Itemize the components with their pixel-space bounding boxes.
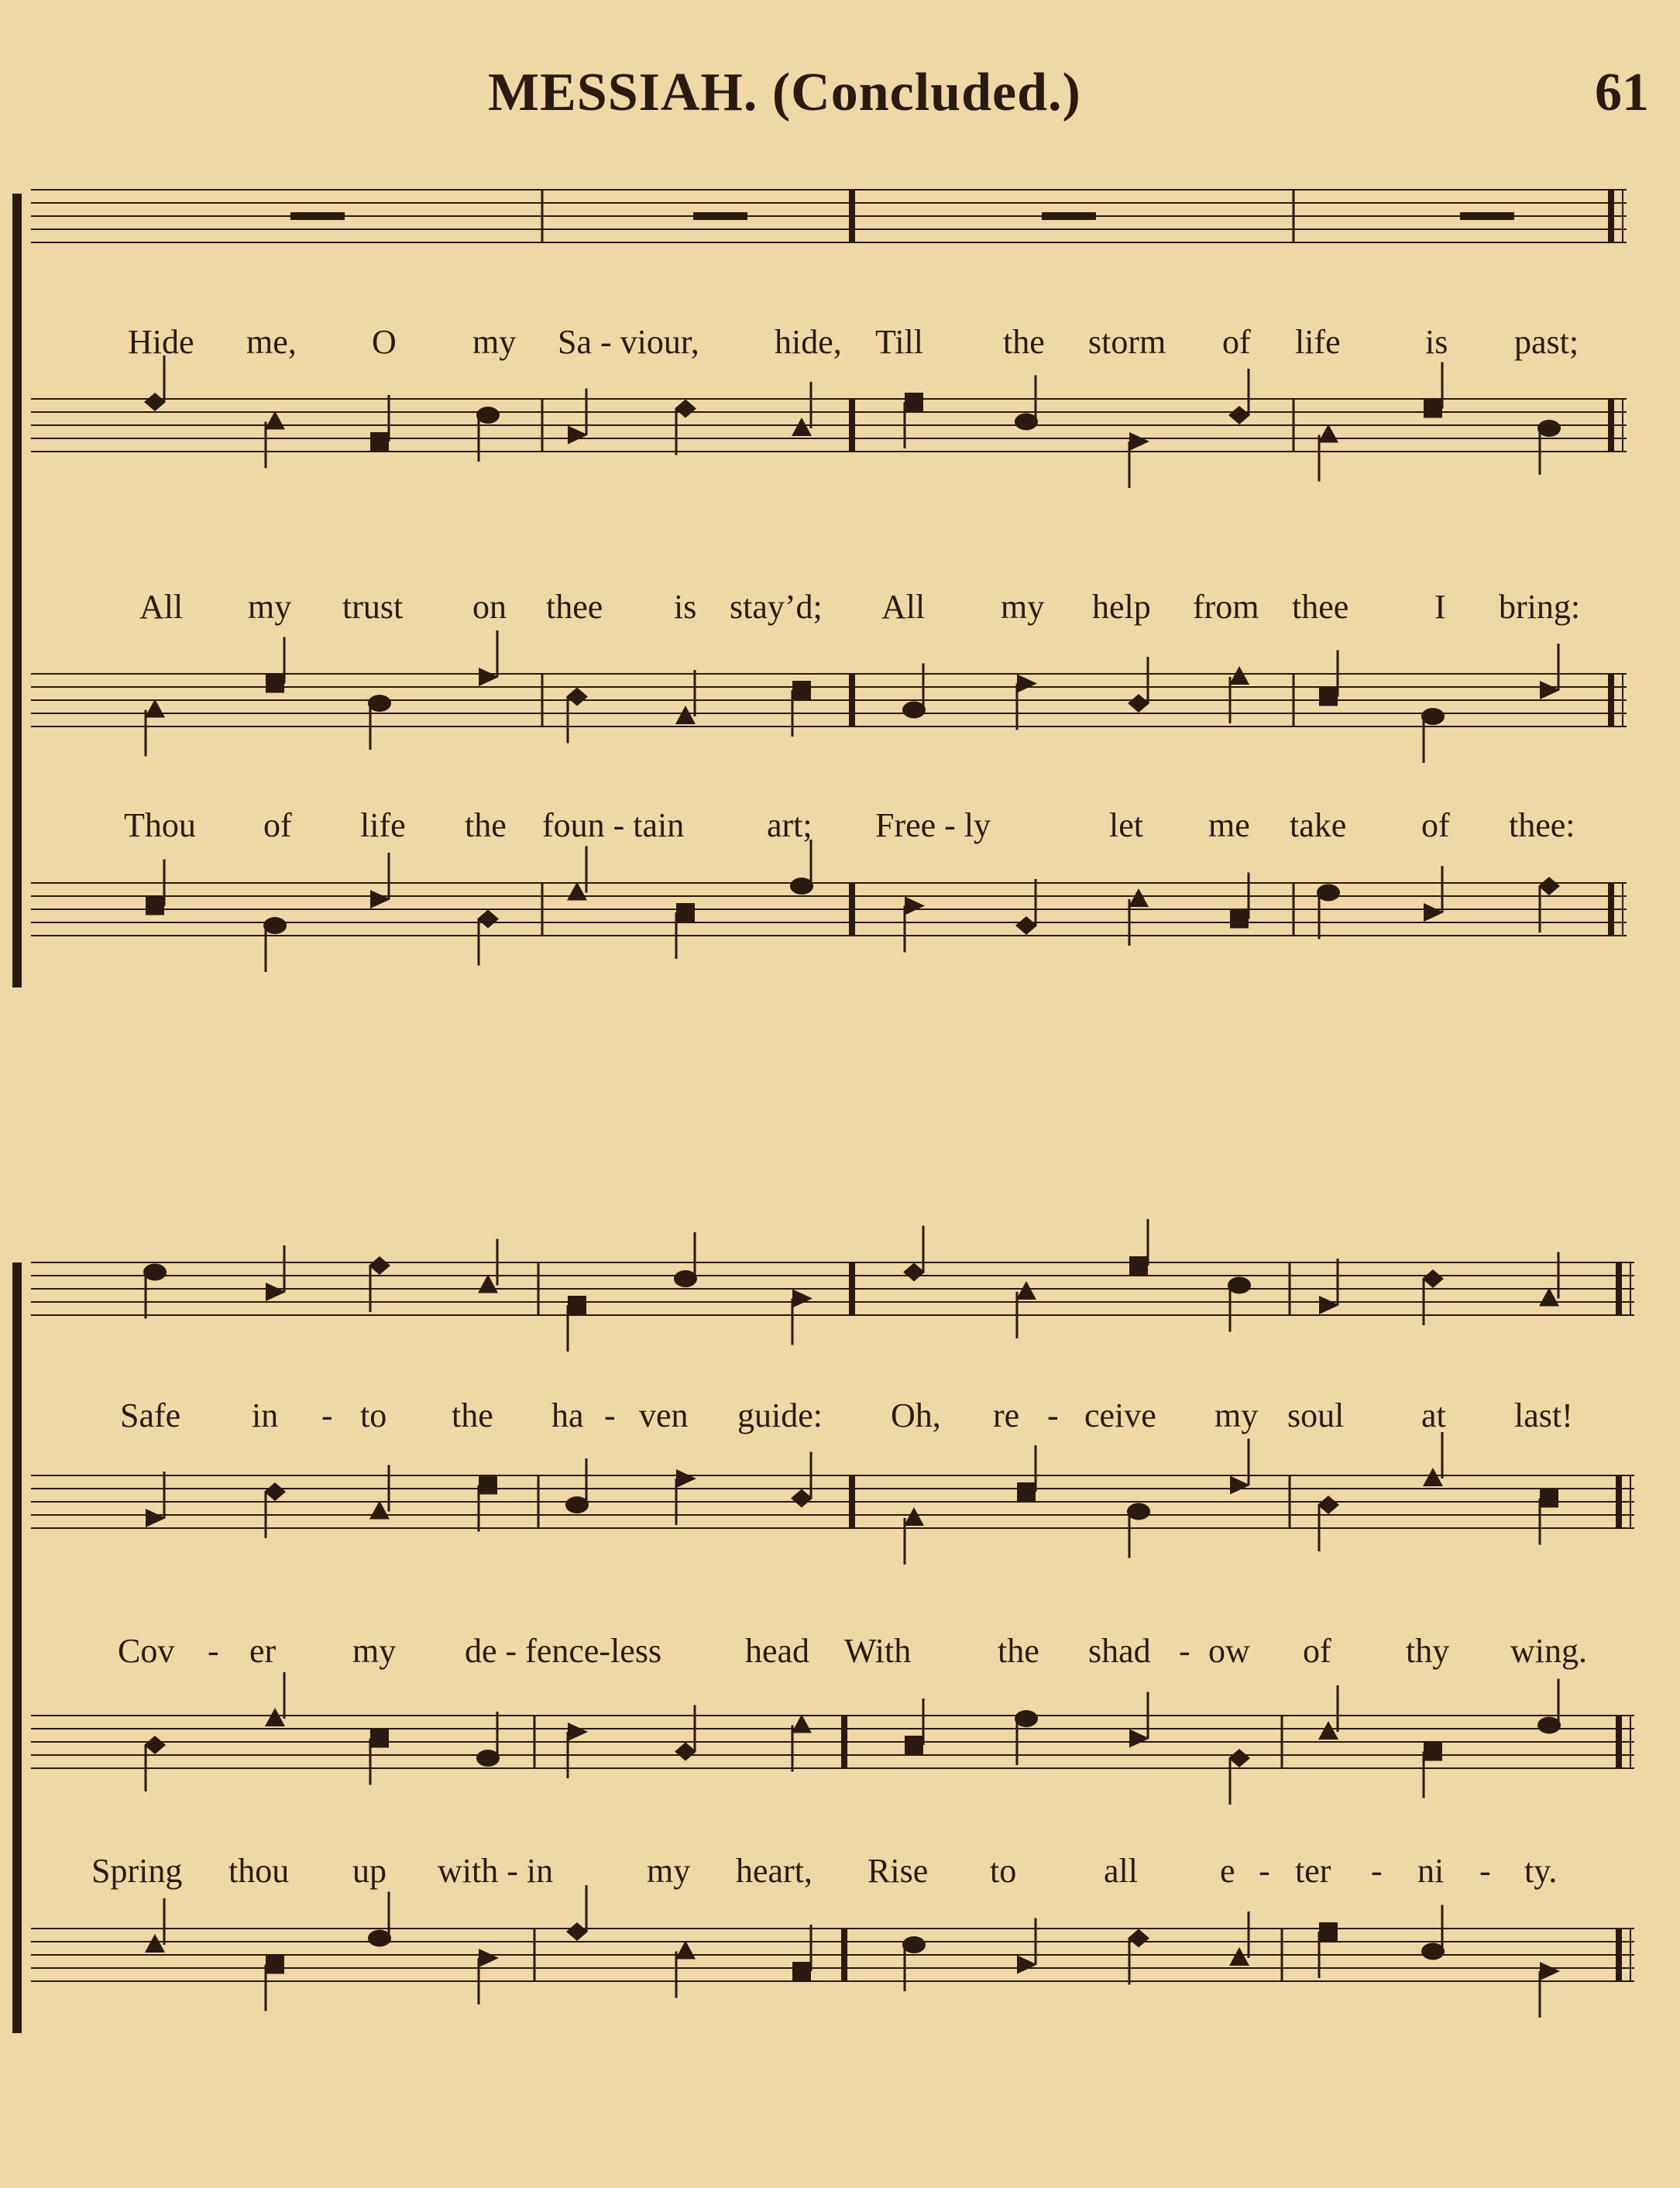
- lyric-word: my: [647, 1852, 691, 1890]
- lyric-word: from: [1193, 588, 1259, 626]
- note-head: [1230, 1439, 1250, 1495]
- note-head: [1129, 432, 1149, 488]
- lyric-word: -: [321, 1396, 333, 1434]
- note-head: [1015, 1710, 1038, 1765]
- note-head: [146, 860, 164, 915]
- note-head: [1128, 1929, 1149, 1985]
- lyric-word: with - in: [438, 1852, 554, 1890]
- note-head: [1129, 888, 1149, 946]
- lyric-line: [0, 587, 1680, 634]
- lyric-word: e: [1220, 1852, 1235, 1890]
- lyric-word: the: [1003, 323, 1045, 361]
- lyric-word: to: [360, 1396, 387, 1434]
- note-head: [1318, 1496, 1339, 1551]
- lyric-word: stay’d;: [730, 588, 823, 626]
- note-head: [477, 910, 499, 966]
- lyric-word: thee:: [1509, 806, 1575, 844]
- lyric-line: [0, 1851, 1680, 1898]
- note-head: [792, 681, 811, 737]
- note-head: [676, 1469, 696, 1525]
- lyric-word: re: [993, 1396, 1020, 1434]
- lyric-word: All: [139, 588, 184, 626]
- note-head: [1017, 1918, 1037, 1974]
- note-head: [368, 1892, 391, 1947]
- lyric-word: heart,: [736, 1852, 813, 1890]
- lyric-word: life: [1295, 323, 1341, 361]
- lyric-word: of: [1222, 323, 1251, 361]
- lyric-line: [0, 1396, 1680, 1442]
- note-head: [676, 903, 695, 959]
- note-head: [1421, 708, 1445, 763]
- note-head: [792, 1925, 811, 1980]
- note-head: [905, 1699, 923, 1754]
- note-head: [791, 1452, 813, 1508]
- lyric-word: -: [1179, 1632, 1190, 1670]
- lyric-word: thee: [1292, 588, 1349, 626]
- note-head: [1228, 369, 1250, 424]
- lyric-word: Rise: [867, 1852, 929, 1890]
- note-head: [565, 1458, 589, 1513]
- note-head: [1317, 884, 1340, 939]
- lyric-word: of: [263, 806, 292, 844]
- note-head: [1228, 1749, 1250, 1805]
- note-head: [369, 1256, 390, 1312]
- note-head: [143, 1264, 167, 1319]
- lyric-word: -: [1371, 1852, 1383, 1890]
- note-head: [145, 699, 165, 757]
- note-head: [903, 1226, 925, 1282]
- lyric-word: Cov: [118, 1632, 175, 1670]
- lyric-word: storm: [1088, 323, 1166, 361]
- lyric-word: the: [465, 806, 507, 844]
- note-head: [1319, 651, 1338, 706]
- note-head: [568, 389, 588, 445]
- lyric-word: let: [1109, 806, 1143, 844]
- note-head: [266, 1956, 284, 2011]
- lyric-word: my: [248, 588, 292, 626]
- note-head: [566, 688, 588, 744]
- note-head: [1016, 1281, 1036, 1338]
- note-head: [568, 1296, 586, 1352]
- note-head: [1424, 1743, 1442, 1798]
- lyric-word: me: [1208, 806, 1250, 844]
- lyric-word: my: [352, 1632, 397, 1670]
- lyric-word: is: [1425, 323, 1448, 361]
- note-head: [792, 1715, 812, 1772]
- note-head: [1015, 879, 1037, 935]
- whole-rest: [693, 212, 747, 220]
- note-head: [479, 1949, 499, 2004]
- note-head: [567, 847, 587, 901]
- note-head: [1017, 675, 1037, 730]
- lyric-word: trust: [342, 588, 404, 626]
- lyric-word: With: [844, 1632, 912, 1670]
- note-head: [265, 411, 285, 469]
- lyric-word: Safe: [120, 1396, 181, 1434]
- lyric-word: -: [208, 1632, 219, 1670]
- note-head: [1538, 877, 1560, 933]
- note-head: [478, 1239, 498, 1293]
- lyric-word: my: [1214, 1396, 1259, 1434]
- lyric-word: soul: [1287, 1396, 1345, 1434]
- note-head: [905, 897, 925, 953]
- lyric-word: is: [674, 588, 697, 626]
- lyric-word: help: [1092, 588, 1151, 626]
- lyric-word: All: [881, 588, 926, 626]
- note-head: [792, 382, 812, 436]
- lyric-word: thy: [1406, 1632, 1450, 1670]
- note-head: [1424, 362, 1442, 418]
- note-head: [370, 1729, 389, 1785]
- note-head: [675, 1705, 696, 1761]
- page-number: 61: [1595, 63, 1649, 122]
- lyric-word: -: [1047, 1396, 1059, 1434]
- note-head: [675, 1941, 696, 1998]
- lyric-word: all: [1104, 1852, 1138, 1890]
- note-head: [476, 407, 500, 462]
- lyric-word: up: [352, 1852, 387, 1890]
- lyric-line: [0, 322, 1680, 369]
- lyric-word: wing.: [1510, 1632, 1587, 1670]
- note-head: [476, 1712, 500, 1767]
- lyric-word: O: [372, 323, 397, 361]
- note-head: [1015, 376, 1038, 431]
- note-head: [675, 400, 696, 455]
- note-head: [1128, 657, 1149, 713]
- lyric-word: Till: [875, 323, 924, 361]
- lyric-word: -: [604, 1396, 616, 1434]
- note-head: [1229, 666, 1249, 723]
- note-head: [370, 853, 390, 909]
- lyric-word: thee: [546, 588, 603, 626]
- note-head: [265, 1672, 285, 1726]
- note-head: [1537, 1679, 1561, 1734]
- note-head: [568, 1723, 588, 1778]
- lyric-word: ter: [1295, 1852, 1331, 1890]
- note-head: [1424, 866, 1444, 922]
- lyric-word: of: [1303, 1632, 1331, 1670]
- lyric-word: de - fence-less: [465, 1632, 662, 1670]
- lyric-word: shad: [1088, 1632, 1151, 1670]
- note-head: [1318, 424, 1338, 482]
- lyric-word: -: [1479, 1852, 1491, 1890]
- lyric-word: Oh,: [891, 1396, 941, 1434]
- note-head: [1540, 1962, 1560, 2018]
- whole-rest: [1042, 212, 1096, 220]
- note-head: [368, 695, 391, 750]
- lyric-word: last!: [1514, 1396, 1573, 1434]
- lyric-word: of: [1421, 806, 1450, 844]
- note-head: [1129, 1692, 1149, 1748]
- lyric-word: ty.: [1524, 1852, 1558, 1890]
- note-head: [1319, 1259, 1339, 1314]
- lyric-word: Spring: [91, 1852, 183, 1890]
- lyric-word: on: [472, 588, 507, 626]
- note-head: [904, 1507, 924, 1565]
- note-head: [1228, 1277, 1251, 1332]
- note-head: [369, 1465, 390, 1520]
- note-head: [905, 393, 923, 448]
- lyric-word: life: [360, 806, 406, 844]
- whole-rest: [1460, 212, 1514, 220]
- lyric-word: Thou: [124, 806, 196, 844]
- note-head: [902, 664, 926, 719]
- lyric-word: foun - tain: [542, 806, 685, 844]
- note-head: [1539, 1252, 1559, 1307]
- lyric-word: ha: [551, 1396, 584, 1434]
- lyric-word: head: [745, 1632, 810, 1670]
- lyric-word: guide:: [737, 1396, 823, 1434]
- lyric-word: Sa - viour,: [558, 323, 699, 361]
- note-head: [144, 1736, 166, 1791]
- lyric-word: ow: [1208, 1632, 1250, 1670]
- note-head: [1421, 1905, 1445, 1960]
- note-head: [1129, 1219, 1148, 1275]
- lyric-line: [0, 805, 1680, 852]
- lyric-word: take: [1290, 806, 1347, 844]
- lyric-word: in: [252, 1396, 279, 1434]
- note-head: [1540, 1489, 1558, 1545]
- note-head: [266, 1245, 286, 1301]
- note-head: [1319, 1922, 1338, 1978]
- note-head: [1127, 1503, 1150, 1558]
- lyric-word: -: [1259, 1852, 1270, 1890]
- lyric-word: the: [998, 1632, 1039, 1670]
- note-head: [1229, 1911, 1249, 1966]
- note-head: [1017, 1445, 1036, 1501]
- lyric-word: art;: [767, 806, 813, 844]
- note-head: [1537, 420, 1561, 475]
- note-head: [145, 1898, 165, 1953]
- lyric-word: thou: [228, 1852, 290, 1890]
- note-head: [263, 917, 287, 972]
- lyric-word: bring:: [1499, 588, 1581, 626]
- lyric-word: Hide: [128, 323, 194, 361]
- lyric-word: ceive: [1084, 1396, 1156, 1434]
- lyric-word: me,: [246, 323, 297, 361]
- lyric-word: hide,: [775, 323, 842, 361]
- note-head: [675, 670, 696, 724]
- note-head: [146, 1472, 166, 1527]
- lyric-word: past;: [1514, 323, 1579, 361]
- note-head: [1422, 1269, 1444, 1325]
- note-head: [479, 630, 499, 686]
- note-head: [902, 1936, 926, 1991]
- lyric-word: ni: [1417, 1852, 1445, 1890]
- lyric-word: I: [1434, 588, 1446, 626]
- note-head: [1540, 644, 1560, 699]
- note-head: [1230, 873, 1249, 929]
- whole-rest: [290, 212, 345, 220]
- note-head: [479, 1476, 497, 1532]
- lyric-word: to: [990, 1852, 1017, 1890]
- lyric-word: at: [1421, 1396, 1446, 1434]
- note-head: [792, 1290, 813, 1345]
- note-head: [1318, 1685, 1338, 1740]
- note-head: [264, 1482, 286, 1538]
- note-head: [266, 637, 284, 693]
- lyric-word: my: [1001, 588, 1045, 626]
- lyric-word: er: [249, 1632, 277, 1670]
- lyric-line: [0, 1631, 1680, 1678]
- lyric-word: ven: [639, 1396, 689, 1434]
- lyric-word: Free - ly: [875, 806, 991, 844]
- note-head: [370, 395, 389, 451]
- lyric-word: my: [472, 323, 517, 361]
- page-title: MESSIAH. (Concluded.): [488, 63, 1081, 122]
- lyric-word: the: [452, 1396, 493, 1434]
- note-head: [674, 1232, 697, 1287]
